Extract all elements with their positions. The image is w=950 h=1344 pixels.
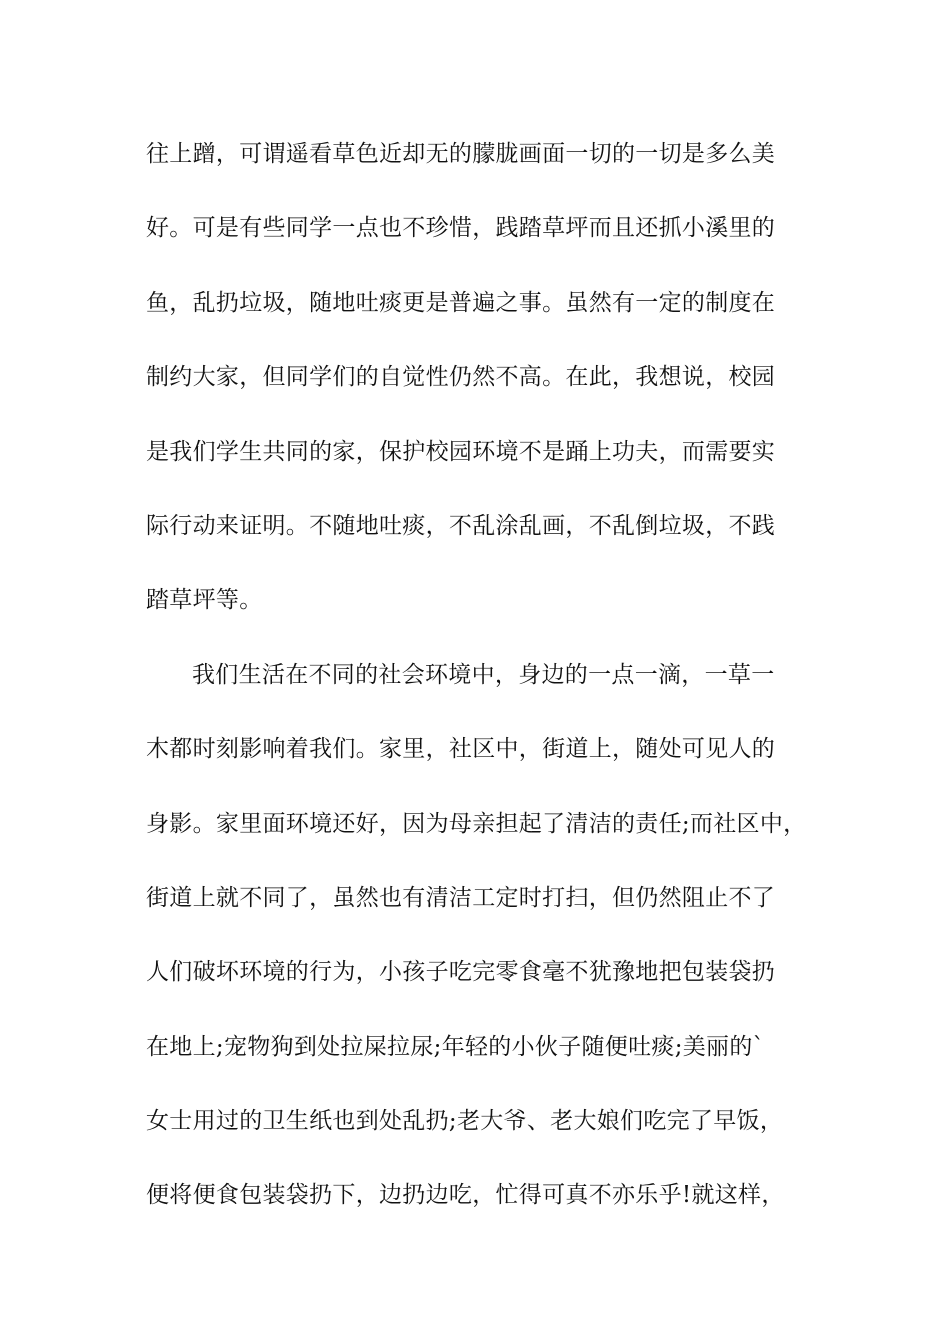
text-line: 街道上就不同了，虽然也有清洁工定时打扫，但仍然阻止不了 [146, 884, 776, 911]
text-line: 鱼，乱扔垃圾，随地吐痰更是普遍之事。虽然有一定的制度在 [146, 289, 776, 316]
text-line: 际行动来证明。不随地吐痰，不乱涂乱画，不乱倒垃圾，不践 [146, 512, 776, 539]
text-line: 往上蹭，可谓遥看草色近却无的朦胧画面一切的一切是多么美 [146, 141, 776, 167]
text-line: 好。可是有些同学一点也不珍惜，践踏草坪而且还抓小溪里的 [146, 215, 776, 242]
text-line: 便将便食包装袋扔下，边扔边吃，忙得可真不亦乐乎!就这样， [146, 1182, 785, 1209]
text-line: 女士用过的卫生纸也到处乱扔;老大爷、老大娘们吃完了早饭， [146, 1108, 784, 1135]
text-line: 人们破坏环境的行为，小孩子吃完零食毫不犹豫地把包装袋扔 [146, 959, 776, 986]
text-line: 在地上;宠物狗到处拉屎拉尿;年轻的小伙子随便吐痰;美丽的` [146, 1033, 765, 1060]
text-line: 踏草坪等。 [146, 587, 263, 614]
text-line: 木都时刻影响着我们。家里，社区中，街道上，随处可见人的 [146, 736, 776, 763]
text-line: 制约大家，但同学们的自觉性仍然不高。在此，我想说，校园 [146, 364, 776, 391]
body-text [146, 132, 826, 1248]
text-line: 身影。家里面环境还好，因为母亲担起了清洁的责任;而社区中， [146, 810, 807, 837]
paragraph-start-line: 我们生活在不同的社会环境中，身边的一点一滴，一草一 [192, 661, 775, 688]
text-line: 是我们学生共同的家，保护校园环境不是踊上功夫，而需要实 [146, 438, 776, 465]
